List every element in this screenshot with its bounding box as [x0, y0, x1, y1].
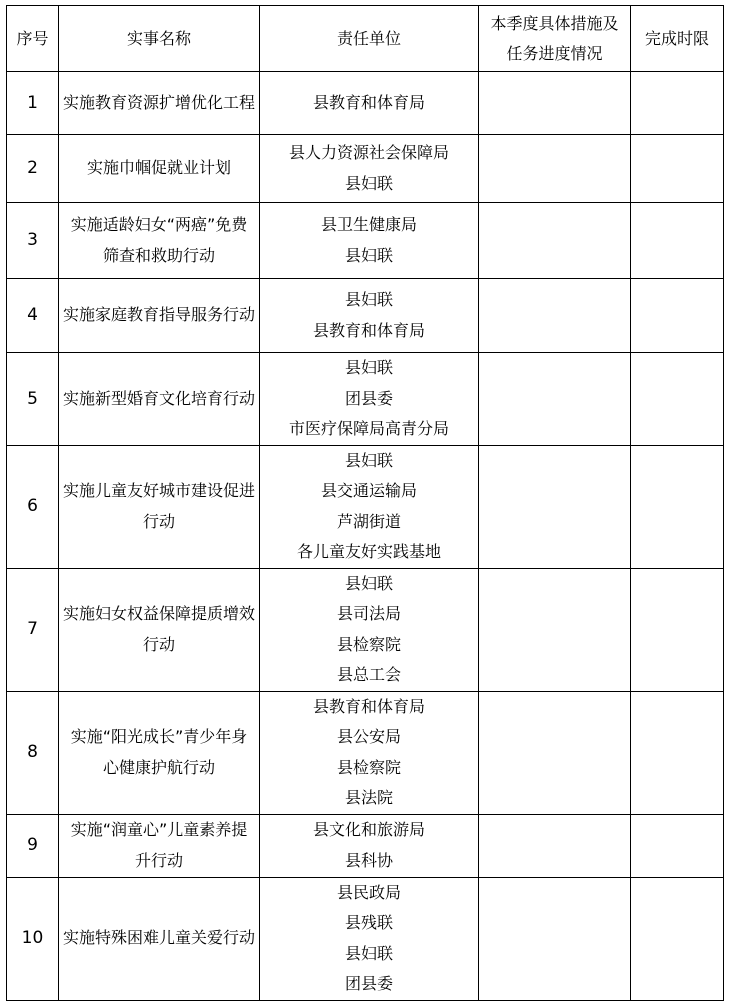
row-progress-cell[interactable]: [479, 135, 631, 203]
row-seq: 10: [7, 877, 59, 1000]
responsible-unit: 县人力资源社会保障局: [288, 143, 449, 162]
row-name: 实施儿童友好城市建设促进行动: [59, 445, 260, 568]
responsible-unit: 县妇联: [344, 358, 393, 377]
table-row: [7, 135, 724, 203]
responsible-unit: 县检察院: [336, 634, 401, 654]
row-units: [260, 135, 479, 203]
table-row: [7, 279, 724, 353]
row-units: [260, 445, 479, 568]
row-name: 实施适龄妇女“两癌”免费筛查和救助行动: [59, 203, 260, 279]
responsible-unit: 市医疗保障局高青分局: [288, 419, 449, 438]
responsible-unit: 县卫生健康局: [320, 215, 417, 234]
header-seq: 序号: [7, 6, 59, 72]
row-deadline-cell[interactable]: [631, 814, 724, 877]
row-seq: 8: [7, 691, 59, 814]
row-name: 实施妇女权益保障提质增效行动: [59, 568, 260, 691]
row-progress-cell[interactable]: [479, 445, 631, 568]
row-deadline-cell[interactable]: [631, 568, 724, 691]
responsible-unit: 县检察院: [336, 757, 401, 777]
responsible-unit: 县教育和体育局: [312, 696, 425, 716]
responsible-unit: 县民政局: [336, 882, 401, 902]
responsible-unit: 团县委: [344, 974, 393, 993]
row-progress-cell[interactable]: [479, 568, 631, 691]
row-progress-cell[interactable]: [479, 691, 631, 814]
row-deadline-cell[interactable]: [631, 353, 724, 446]
row-deadline-cell[interactable]: [631, 279, 724, 353]
table-row: [7, 353, 724, 446]
row-progress-cell[interactable]: [479, 877, 631, 1000]
row-seq: 1: [7, 72, 59, 135]
row-units: [260, 691, 479, 814]
header-unit: 责任单位: [260, 6, 479, 72]
responsible-unit: 县法院: [344, 788, 393, 807]
row-units: [260, 279, 479, 353]
responsible-unit: 各儿童友好实践基地: [296, 542, 441, 561]
row-seq: 7: [7, 568, 59, 691]
row-units: [260, 877, 479, 1000]
row-progress-cell[interactable]: [479, 72, 631, 135]
table-row: [7, 203, 724, 279]
header-progress: 本季度具体措施及任务进度情况: [479, 6, 631, 72]
row-seq: 6: [7, 445, 59, 568]
row-units: [260, 568, 479, 691]
row-name: 实施教育资源扩增优化工程: [59, 72, 260, 135]
row-seq: 9: [7, 814, 59, 877]
row-seq: 4: [7, 279, 59, 353]
row-deadline-cell[interactable]: [631, 72, 724, 135]
row-progress-cell[interactable]: [479, 814, 631, 877]
responsible-unit: 团县委: [344, 388, 393, 408]
responsible-unit: 芦湖街道: [336, 511, 401, 531]
row-name: 实施家庭教育指导服务行动: [59, 279, 260, 353]
table-row: [7, 568, 724, 691]
responsible-unit: 县司法局: [336, 604, 401, 623]
row-deadline-cell[interactable]: [631, 203, 724, 279]
responsible-unit: 县总工会: [336, 665, 401, 684]
task-table: [6, 5, 724, 1001]
row-seq: 3: [7, 203, 59, 279]
row-deadline-cell[interactable]: [631, 135, 724, 203]
responsible-unit: 县交通运输局: [320, 481, 417, 500]
row-deadline-cell[interactable]: [631, 445, 724, 568]
responsible-unit: 县妇联: [344, 450, 393, 470]
table-row: [7, 814, 724, 877]
table-row: [7, 445, 724, 568]
row-name: 实施“润童心”儿童素养提升行动: [59, 814, 260, 877]
row-name: 实施新型婚育文化培育行动: [59, 353, 260, 446]
row-units: [260, 203, 479, 279]
responsible-unit: 县妇联: [344, 943, 393, 963]
responsible-unit: 县残联: [344, 913, 393, 932]
row-deadline-cell[interactable]: [631, 877, 724, 1000]
row-progress-cell[interactable]: [479, 279, 631, 353]
row-units: [260, 814, 479, 877]
header-deadline: 完成时限: [631, 6, 724, 72]
row-progress-cell[interactable]: [479, 203, 631, 279]
header-name: 实事名称: [59, 6, 260, 72]
row-seq: 2: [7, 135, 59, 203]
table-row: [7, 877, 724, 1000]
row-units: [260, 72, 479, 135]
row-name: 实施巾帼促就业计划: [59, 135, 260, 203]
responsible-unit: 县科协: [344, 850, 393, 870]
row-name: 实施特殊困难儿童关爱行动: [59, 877, 260, 1000]
responsible-unit: 县公安局: [336, 727, 401, 746]
table-row: [7, 72, 724, 135]
responsible-unit: 县妇联: [344, 290, 393, 309]
responsible-unit: 县文化和旅游局: [312, 820, 425, 839]
responsible-unit: 县教育和体育局: [312, 320, 425, 340]
row-deadline-cell[interactable]: [631, 691, 724, 814]
row-name: 实施“阳光成长”青少年身心健康护航行动: [59, 691, 260, 814]
header-row: [7, 6, 724, 72]
row-units: [260, 353, 479, 446]
responsible-unit: 县妇联: [344, 573, 393, 593]
row-seq: 5: [7, 353, 59, 446]
responsible-unit: 县教育和体育局: [312, 92, 425, 112]
row-progress-cell[interactable]: [479, 353, 631, 446]
responsible-unit: 县妇联: [344, 173, 393, 193]
responsible-unit: 县妇联: [344, 245, 393, 265]
table-row: [7, 691, 724, 814]
